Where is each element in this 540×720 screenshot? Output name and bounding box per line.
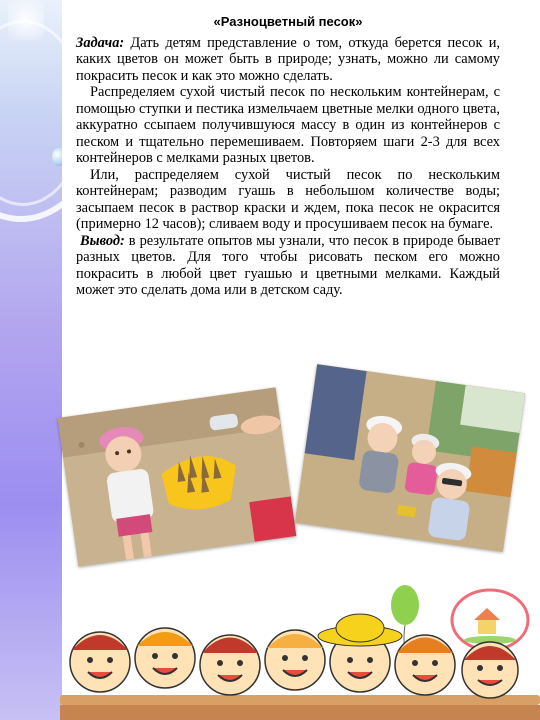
photo-children-in-sandbox — [295, 364, 525, 552]
kid-face-6 — [395, 635, 455, 695]
kid-face-7 — [462, 642, 518, 698]
decorative-side-band — [0, 0, 62, 720]
kid-face-1 — [70, 632, 130, 692]
conclusion-paragraph — [76, 233, 500, 299]
kid-face-5-yellow-hat — [318, 614, 402, 692]
kid-face-4 — [265, 630, 325, 690]
task-text: Дать детям представление о том, откуда берется песок и, каких цветов он может быть в природе; узнать, можно ли самому покрасить песок и как это можно сделать. — [76, 34, 500, 84]
document-body — [76, 14, 500, 299]
cartoon-kids-border — [60, 570, 540, 720]
method-paragraph-1: Распределяем сухой чистый песок по нескольким контейнерам, с помощью ступки и пестика измельчаем цветные мелки одного цвета, аккуратно ссыпаем получившуюся массу в один из контейнеров с песком и тщательно перемешиваем. Повторяем шаги 2-3 для всех контейнеров с мелками разных цветов. — [76, 84, 500, 166]
arc-decoration-inner — [0, 20, 62, 206]
task-label: Задача: — [76, 34, 125, 51]
photo-1-illustration — [58, 387, 297, 566]
kid-face-2 — [135, 628, 195, 688]
photo-2-illustration — [295, 364, 525, 552]
kid-face-3 — [200, 635, 260, 695]
balloon-icon — [391, 585, 419, 625]
photo-girl-with-sand-tray — [58, 387, 297, 566]
conclusion-text: в результате опытов мы узнали, что песок в природе бывает разных цветов. Для того чтобы рисовать песком его можно покрасить в любой цвет гуашью и цветными мелками. Каждый может это сделать дома или в детском саду. — [76, 232, 500, 298]
method-paragraph-2: Или, распределяем сухой чистый песок по нескольким контейнерам; разводим гуашь в небольшом количестве воды; засыпаем песок в раствор краски и ждем, пока песок не окрасится (примерно 12 часов); сливаем воду и просушиваем песок на бумаге. — [76, 166, 500, 232]
sign-icon — [452, 590, 528, 650]
conclusion-label: Вывод: — [80, 232, 125, 249]
bubble-decoration — [52, 148, 62, 166]
task-paragraph — [76, 35, 500, 85]
document-title: «Разноцветный песок» — [213, 14, 363, 29]
